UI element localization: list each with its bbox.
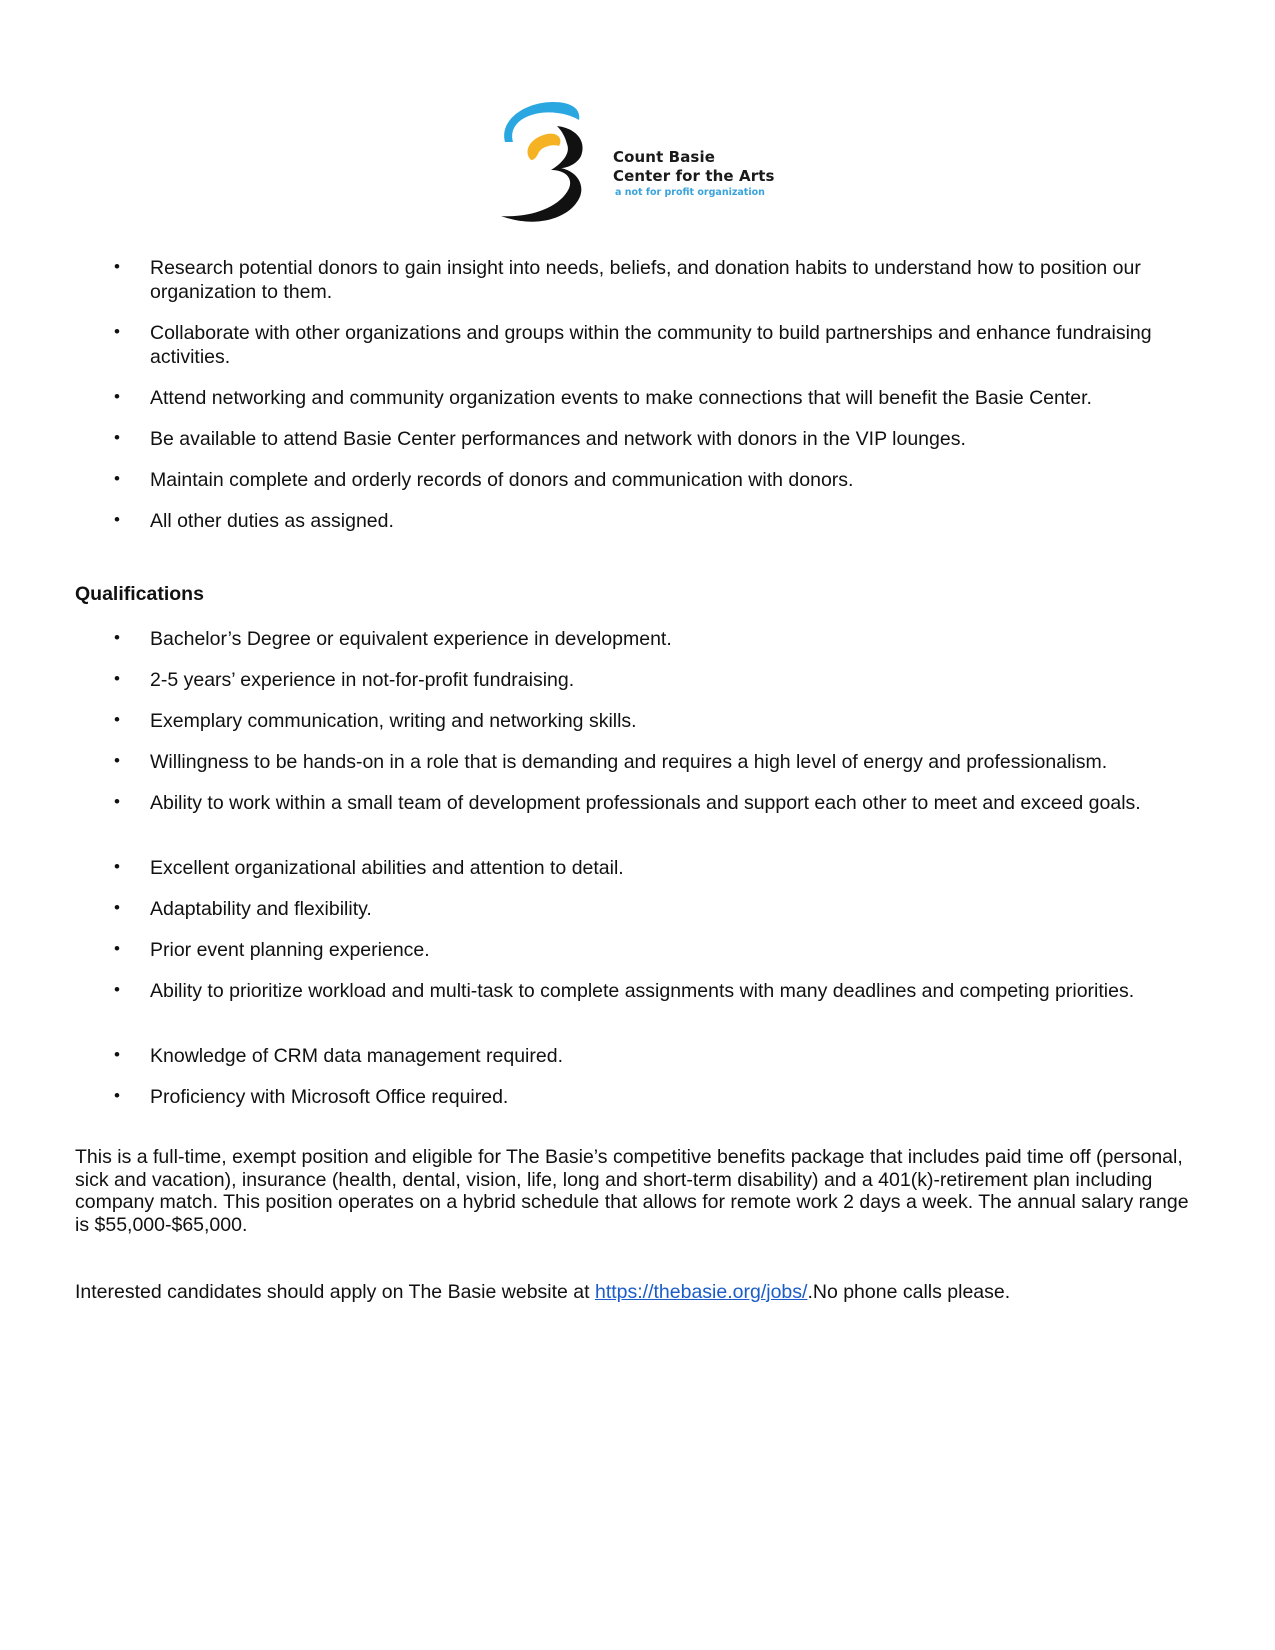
qualifications-heading: Qualifications xyxy=(75,583,204,605)
apply-paragraph xyxy=(75,1281,1205,1304)
list-item: • Attend networking and community organization events to make connections that will benefit the Basie Center. xyxy=(114,387,1092,409)
bullet: • xyxy=(114,428,120,447)
bullet: • xyxy=(114,980,120,999)
list-item: • Maintain complete and orderly records of donors and communication with donors. xyxy=(114,469,854,491)
bullet: • xyxy=(114,792,120,811)
bullet: • xyxy=(114,628,120,647)
bullet: • xyxy=(114,669,120,688)
bullet: • xyxy=(114,710,120,729)
bullet: • xyxy=(114,1086,120,1105)
list-item: • Willingness to be hands-on in a role that is demanding and requires a high level of energy and professionalism. xyxy=(114,751,1108,773)
list-item: • Be available to attend Basie Center performances and network with donors in the VIP lounges. xyxy=(114,428,966,450)
bullet: • xyxy=(114,939,120,958)
jobs-link[interactable]: https://thebasie.org/jobs/ xyxy=(594,1281,808,1303)
bullet: • xyxy=(114,510,120,529)
list-item: • Adaptability and flexibility. xyxy=(114,898,372,920)
bullet: • xyxy=(114,322,120,341)
list-item: • 2-5 years’ experience in not-for-profit fundraising. xyxy=(114,669,575,691)
list-item: • Exemplary communication, writing and networking skills. xyxy=(114,710,637,732)
benefits-paragraph: This is a full-time, exempt position and eligible for The Basie’s competitive benefits package that includes paid time off (personal, sick and vacation), insurance (health, dental, vision, life, long and short-term disability) and a 401(k)-retirement plan including company match. This position operates on a hybrid schedule that allows for remote work 2 days a week. The annual salary range is $55,000-$65,000. xyxy=(75,1146,1189,1236)
logo-wordmark xyxy=(613,148,775,199)
bullet: • xyxy=(114,257,120,276)
bullet: • xyxy=(114,857,120,876)
bullet: • xyxy=(114,751,120,770)
logo-line2: Center for the Arts xyxy=(613,167,775,185)
list-item: • Proficiency with Microsoft Office required. xyxy=(114,1086,509,1108)
bullet: • xyxy=(114,898,120,917)
list-item: • Research potential donors to gain insight into needs, beliefs, and donation habits to understand how to position our organization to them. xyxy=(114,257,1141,303)
list-item: • All other duties as assigned. xyxy=(114,510,394,532)
logo-line1: Count Basie xyxy=(613,148,715,166)
list-item: • Bachelor’s Degree or equivalent experience in development. xyxy=(114,628,672,650)
apply-suffix: .No phone calls please. xyxy=(807,1281,1011,1303)
basie-b-logo-icon xyxy=(495,100,600,228)
list-item: • Knowledge of CRM data management required. xyxy=(114,1045,563,1067)
apply-prefix: Interested candidates should apply on The Basie website at xyxy=(75,1281,595,1303)
list-item: • Excellent organizational abilities and attention to detail. xyxy=(114,857,624,879)
bullet: • xyxy=(114,387,120,406)
list-item: • Collaborate with other organizations and groups within the community to build partnerships and enhance fundraising activities. xyxy=(114,322,1152,368)
logo-tagline: a not for profit organization xyxy=(615,187,765,198)
list-item: • Ability to work within a small team of development professionals and support each other to meet and exceed goals. xyxy=(114,792,1141,814)
list-item: • Ability to prioritize workload and multi-task to complete assignments with many deadlines and competing priorities. xyxy=(114,980,1135,1002)
bullet: • xyxy=(114,469,120,488)
bullet: • xyxy=(114,1045,120,1064)
list-item: • Prior event planning experience. xyxy=(114,939,430,961)
organization-logo xyxy=(495,100,795,230)
